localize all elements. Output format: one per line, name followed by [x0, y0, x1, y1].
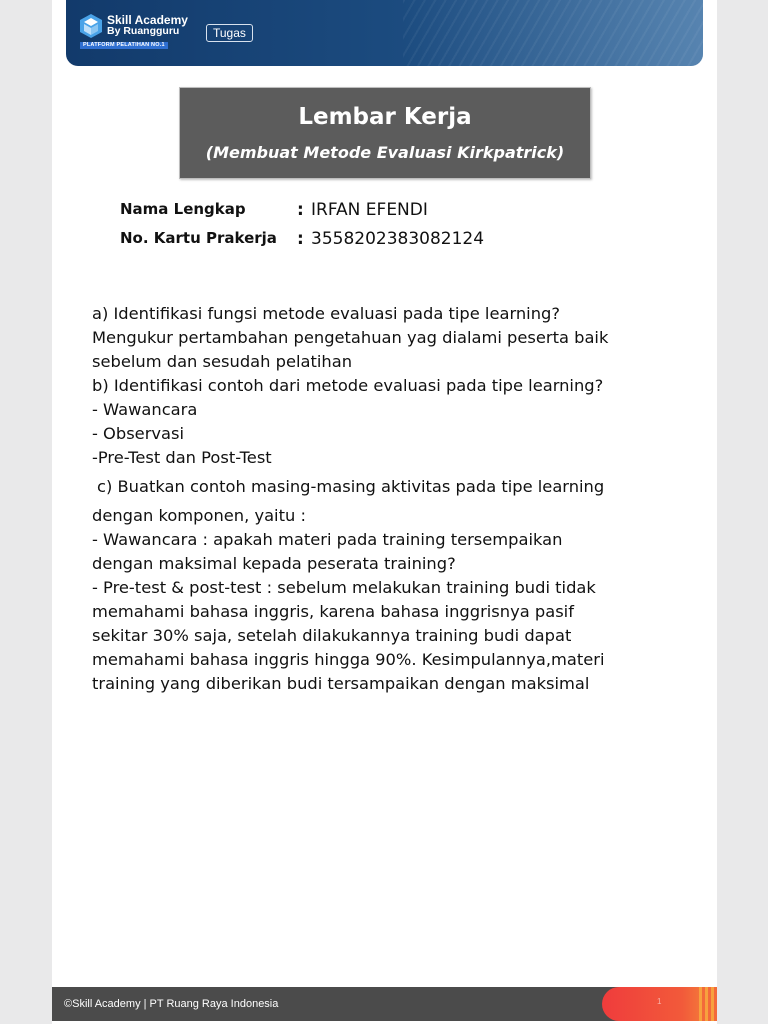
answer-line: - Wawancara — [92, 400, 198, 419]
name-colon: : — [297, 200, 304, 220]
document-page — [52, 0, 717, 1024]
answer-line: - Wawancara : apakah materi pada training tersempaikan — [92, 530, 563, 549]
header-banner — [66, 0, 703, 66]
title-box — [179, 87, 591, 179]
brand-subtitle: By Ruangguru — [107, 25, 180, 37]
answer-line: - Observasi — [92, 424, 185, 443]
answer-line: Mengukur pertambahan pengetahuan yag dialami peserta baik — [92, 328, 609, 347]
banner-pattern — [403, 0, 703, 66]
card-label: No. Kartu Prakerja — [120, 229, 277, 247]
worksheet-answers — [92, 302, 702, 696]
answer-line: dengan komponen, yaitu : — [92, 506, 306, 525]
card-value: 3558202383082124 — [311, 229, 485, 249]
answer-line: memahami bahasa inggris hingga 90%. Kesimpulannya,materi — [92, 650, 605, 669]
answer-line: sekitar 30% saja, setelah dilakukannya training budi dapat — [92, 626, 572, 645]
card-colon: : — [297, 229, 304, 249]
page-footer — [52, 987, 717, 1021]
answer-line: b) Identifikasi contoh dari metode evaluasi pada tipe learning? — [92, 376, 604, 395]
worksheet-title: Lembar Kerja — [298, 104, 472, 130]
answer-line: dengan maksimal kepada peserata training? — [92, 554, 456, 573]
answer-line: sebelum dan sesudah pelatihan — [92, 352, 353, 371]
tugas-badge: Tugas — [206, 24, 253, 42]
answer-line: a) Identifikasi fungsi metode evaluasi pada tipe learning? — [92, 304, 560, 323]
skill-academy-logo-icon — [80, 14, 102, 38]
answer-line: training yang diberikan budi tersampaikan dengan maksimal — [92, 674, 590, 693]
answer-line: -Pre-Test dan Post-Test — [92, 448, 272, 467]
name-value: IRFAN EFENDI — [311, 200, 428, 220]
answer-line: - Pre-test & post-test : sebelum melakukan training budi tidak — [92, 578, 596, 597]
footer-copyright: ©Skill Academy | PT Ruang Raya Indonesia — [64, 998, 279, 1010]
brand-tagline: PLATFORM PELATIHAN NO.1 — [80, 42, 168, 49]
page-number: 1 — [657, 997, 662, 1006]
brand-title: Skill Academy — [107, 13, 188, 27]
answer-line: memahami bahasa inggris, karena bahasa inggrisnya pasif — [92, 602, 574, 621]
worksheet-subtitle: (Membuat Metode Evaluasi Kirkpatrick) — [205, 143, 565, 162]
answer-line: c) Buatkan contoh masing-masing aktivitas pada tipe learning — [97, 477, 605, 496]
name-label: Nama Lengkap — [120, 200, 246, 218]
footer-stripes — [699, 987, 717, 1021]
